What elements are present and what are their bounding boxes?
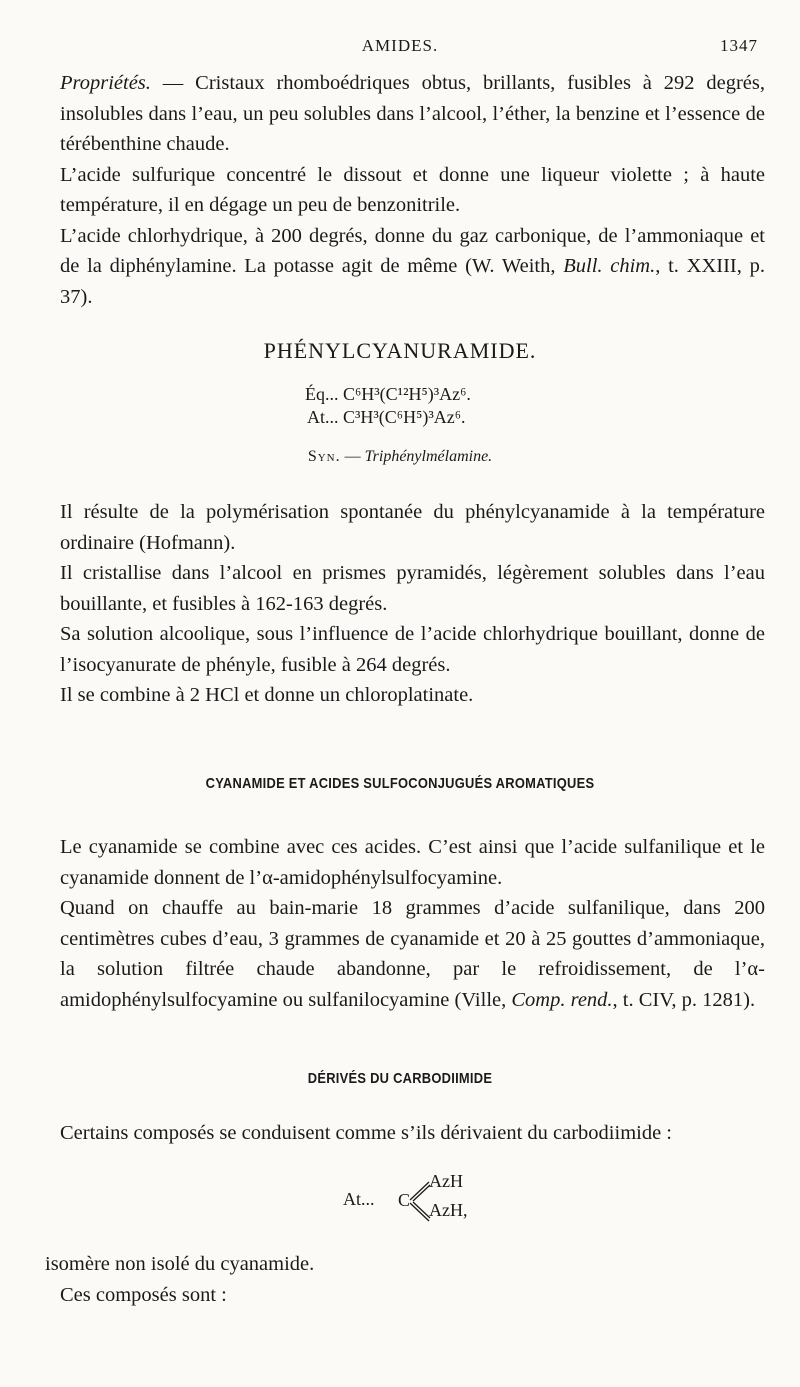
synonym-value: Triphénylmélamine.: [364, 448, 493, 465]
bain-marie-paragraph: [60, 893, 765, 1015]
isomer-paragraph: isomère non isolé du cyanamide.: [45, 1253, 315, 1275]
phenylcyanuramide-body: [60, 497, 765, 711]
structure-group-bottom: AzH,: [429, 1200, 468, 1220]
bain-marie-citation: , t. CIV, p. 1281).: [612, 988, 756, 1011]
hydrochloric-text: L’acide chlorhydrique, à 200 degrés, donne du gaz carbonique, de l’ammoniaque et de la diphénylamine. La potasse agit de même (W. Weith,: [60, 224, 765, 277]
synonym-label: Syn.: [307, 448, 341, 465]
carbodiimide-intro: Certains composés se conduisent comme s’ils dérivaient du carbodiimide :: [60, 1122, 673, 1144]
combine-paragraph: Il se combine à 2 HCl et donne un chloroplatinate.: [60, 684, 474, 706]
section-title-phenylcyanuramide: PHÉNYLCYANURAMIDE.: [263, 338, 537, 363]
page-number: 1347: [720, 36, 758, 55]
formula-at-value: C³H³(C⁶H⁵)³Az⁶.: [343, 407, 466, 427]
alcoholic-solution-paragraph: Sa solution alcoolique, sous l’influence de l’acide chlorhydrique bouillant, donne de l’isocyanurate de phényle, fusible à 264 degrés.: [60, 623, 765, 676]
properties-lead: Propriétés.: [60, 72, 151, 94]
bain-marie-text: Quand on chauffe au bain-marie 18 grammes d’acide sulfanilique, dans 200 centimètres cubes d’eau, 3 grammes de cyanamide et 20 à 25 gouttes d’ammoniaque, la solution filtrée chaude abandonne, par le refroidissement, de l’α-amidophénylsulfocyamine ou sulfanilocyamine (Ville,: [60, 897, 765, 1011]
formula-at-label: At...: [307, 407, 339, 427]
section-title-cyanamide-acids: CYANAMIDE ET ACIDES SULFOCONJUGUÉS AROMATIQUES: [205, 775, 595, 792]
structure-group-top: AzH: [429, 1171, 463, 1191]
double-bond-lines-icon: [409, 1179, 431, 1225]
polymerisation-paragraph: Il résulte de la polymérisation spontanée du phénylcyanamide à la température ordinaire (Hofmann).: [60, 501, 765, 554]
formula-eq-label: Éq...: [305, 384, 339, 404]
bull-chim-reference: Bull. chim.: [563, 255, 656, 277]
cyanamide-combine-paragraph: Le cyanamide se combine avec ces acides. C’est ainsi que l’acide sulfanilique et le cyanamide donnent de l’α-amidophénylsulfocyamine.: [60, 836, 765, 889]
section-title-carbodiimide: DÉRIVÉS DU CARBODIIMIDE: [307, 1070, 493, 1087]
hydrochloric-paragraph: [60, 221, 765, 313]
running-title: AMIDES.: [361, 36, 439, 55]
cyanamide-acids-body: [60, 832, 765, 1015]
properties-text: — Cristaux rhomboédriques obtus, brillants, fusibles à 292 degrés, insolubles dans l’eau, un peu solubles dans l’alcool, l’éther, la benzine et l’essence de térébenthine chaude.: [60, 72, 765, 155]
structure-carbon: C: [398, 1190, 411, 1210]
comp-rend-reference: Comp. rend.: [511, 988, 613, 1011]
synonym-line: [0, 448, 800, 466]
hydrochloric-citation: , t. XXIII, p. 37).: [60, 255, 765, 308]
sulfuric-paragraph: L’acide sulfurique concentré le dissout et donne une liqueur violette ; à haute température, il en dégage un peu de benzonitrile.: [60, 163, 765, 216]
formula-eq-value: C⁶H³(C¹²H⁵)³Az⁶.: [343, 384, 471, 404]
synonym-dash: —: [340, 448, 365, 465]
properties-block: [60, 68, 765, 312]
formula-at: [307, 406, 466, 428]
running-header: [0, 36, 800, 60]
formula-eq: [305, 383, 471, 405]
composes-paragraph: Ces composés sont :: [60, 1283, 227, 1306]
crystallise-paragraph: Il cristallise dans l’alcool en prismes pyramidés, légèrement solubles dans l’eau bouillante, et fusibles à 162-163 degrés.: [60, 562, 765, 615]
properties-paragraph: [60, 68, 765, 160]
carbodiimide-structure: [343, 1171, 503, 1235]
structure-at-label: At...: [343, 1189, 375, 1209]
carbodiimide-tail: [45, 1249, 765, 1310]
